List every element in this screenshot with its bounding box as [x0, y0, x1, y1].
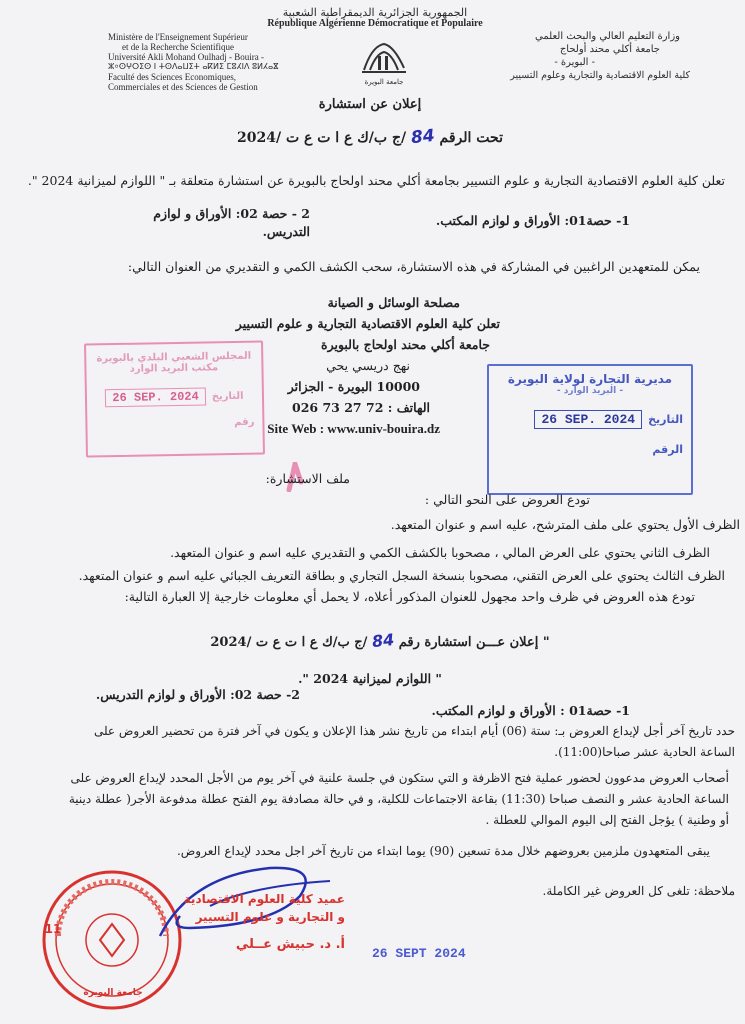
blue-stamp-date-row [489, 410, 691, 429]
dean-signature-block [165, 890, 345, 954]
lot-1-b: 1- حصة01 : الأوراق و لوازم المكتب. [431, 703, 630, 718]
file-label: ملف الاستشارة: [265, 471, 350, 486]
intro-paragraph: تعلن كلية العلوم الاقتصادية التجارية و علوم التسيير بجامعة أكلي محند اولحاج بالبويرة عن استشارة متعلقة بـ " اللوازم لميزانية 2024 ". [27, 173, 725, 188]
ministry-fr-line-1: Ministère de l'Enseignement Supérieur [108, 32, 248, 42]
city-ar: - البويرة - [554, 57, 595, 68]
ministry-fr-line-2: et de la Recherche Scientifique [122, 42, 234, 52]
logo-caption: جامعة البويرة [364, 78, 404, 86]
pink-stamp-line-2: مكتب البريد الوارد [129, 362, 219, 375]
announcement-title: إعلان عن استشارة [318, 97, 422, 112]
blue-stamp-line-1: مديرية التجارة لولاية البويرة [507, 372, 673, 386]
deadline-paragraph [20, 722, 735, 761]
ref-suffix: /ج ب/ك ع ا ت ع ت /2024 [236, 130, 407, 146]
lot-2: 2 - حصة 02: الأوراق و لوازم التدريس. [153, 206, 310, 239]
bottom-date-stamp: 26 SEPT 2024 [372, 946, 466, 961]
validity-paragraph: يبقى المتعهدون ملزمين بعروضهم خلال مدة تسعين (90) يوما ابتداء من تاريخ آخر اجل محدد لإيداع العروض. [176, 844, 710, 858]
address-line-street: نهج دريسي يحي [326, 358, 410, 373]
opening-line-2: الساعة الحادية عشر و النصف صباحا (11:30) بقاعة الاجتماعات للكلية، و في حالة مصادفة يوم الفتح عطلة مدفوعة الأجر( عطلة دينية [68, 792, 729, 806]
opening-paragraph [14, 768, 729, 831]
university-fr: Université Akli Mohand Oulhadj - Bouira - [108, 52, 264, 62]
pink-stamp-date-row [87, 386, 262, 407]
note-paragraph: ملاحظة: تلغى كل العروض غير الكاملة. [542, 884, 735, 898]
header-republic-fr: République Algérienne Démocratique et Populaire [267, 18, 483, 29]
blue-stamp-date: 26 SEP. 2024 [534, 410, 642, 429]
address-line-phone: الهاتف : 72 27 73 026 [292, 400, 430, 415]
quote-handwritten-number: 84 [370, 629, 396, 652]
pink-stamp-date: 26 SEP. 2024 [105, 387, 206, 407]
faculty-fr-line-2: Commerciales et des Sciences de Gestion [108, 82, 258, 92]
envelope-1: الظرف الأول يحتوي على ملف المترشح، عليه اسم و عنوان المتعهد. [390, 517, 740, 532]
header-ministry-ar [420, 30, 690, 82]
lot-2-b: 2- حصة 02: الأوراق و لوازم التدريس. [95, 687, 300, 702]
university-ar: جامعة أكلي محند أولحاج [559, 44, 660, 55]
address-line-faculty: تعلن كلية العلوم الاقتصادية التجارية و علوم التسيير [235, 316, 500, 331]
address-line-service: مصلحة الوسائل و الصيانة [327, 295, 460, 310]
deposit-intro: تودع العروض على النحو التالي : [424, 492, 590, 507]
quote-prefix: " إعلان عـــن استشارة رقم [398, 635, 550, 650]
deadline-line-2: الساعة الحادية عشر صباحا(11:00). [554, 745, 735, 759]
pink-stamp-line-1: المجلس الشعبي البلدي بالبويرة [96, 350, 252, 365]
ref-handwritten-number: 84 [410, 125, 436, 149]
pink-stamp-date-label: التاريخ [211, 390, 244, 402]
address-line-city: 10000 البويرة - الجزائر [287, 379, 420, 394]
ref-prefix: تحت الرقم [439, 130, 503, 146]
dean-name: أ. د. حبيش عــلي [235, 937, 345, 952]
invite-paragraph: يمكن للمتعهدين الراغبين في المشاركة في هذه الاستشارة، سحب الكشف الكمي و التقديري من العنوان التالي: [127, 259, 700, 274]
quote-subject: " اللوازم لميزانية 2024 ". [298, 671, 442, 686]
envelope-3: الظرف الثالث يحتوي على العرض التقني، مصحوبا بنسخة السجل التجاري و بطاقة التعريف الجبائي عليه اسم و عنوان المتعهد. [78, 568, 725, 583]
deadline-line-1: حدد تاريخ آخر أجل لإيداع العروض بـ: ستة (06) أيام ابتداء من تاريخ نشر هذا الإعلان و يكون في آخر فترة من تحضير العروض على [93, 724, 735, 738]
reference-line [175, 125, 565, 149]
dean-title-2: و التجارية و علوم التسيير [195, 910, 345, 924]
university-logo [358, 40, 410, 84]
blue-stamp-line-2: - البريد الوارد - [556, 386, 624, 396]
address-line-website: Site Web : www.univ-bouira.dz [267, 421, 440, 436]
tifinagh-line: ⵣ⸰ⵙⵖⵔⵉⵙ ⵏ ⵜⵙⴷⴰⵡⵉⵜ ⴰⴽⵍⵉ ⵎⵓⵃⵏⴷ ⵓⵍⵃⴰⴵ [108, 62, 279, 71]
envelope-2: الظرف الثاني يحتوي على العرض المالي ، مصحوبا بالكشف الكمي و التقديري عليه اسم و عنوان المتعهد. [170, 545, 710, 560]
blue-stamp-date-label: التاريخ [648, 413, 683, 426]
header-republic-ar: الجمهورية الجزائرية الديمقراطية الشعبية [282, 6, 468, 19]
opening-line-1: أصحاب العروض مدعوون لحضور عملية فتح الاظرفة و التي ستكون في جلسة علنية في آخر يوم من الأجل المحدد لإيداع العروض على [70, 771, 729, 785]
seal-text: جامعة البويرة [83, 988, 143, 998]
lot-1: 1- حصة01: الأوراق و لوازم المكتب. [435, 213, 630, 228]
quote-reference-line [180, 629, 580, 652]
blue-stamp [487, 364, 693, 495]
opening-line-3: أو وطنية ) يؤجل الفتح إلى اليوم الموالي للعطلة . [485, 813, 729, 827]
pink-stamp-ref-label: رقم [234, 416, 255, 428]
header-ministry-fr [108, 32, 328, 92]
ministry-ar: وزارة التعليم العالي والبحث العلمي [535, 31, 680, 42]
quote-suffix: /ج ب/ك ع ا ت ع ت /2024 [210, 635, 368, 650]
seal-number: 11 [44, 922, 62, 936]
blue-stamp-ref-label: الرقم [652, 443, 683, 456]
faculty-fr-line-1: Faculté des Sciences Economiques, [108, 72, 236, 82]
outer-envelope: تودع هذه العروض في ظرف واحد مجهول للعنوان المذكور أعلاه، لا يحمل أي معلومات خارجية إلا العبارة التالية: [124, 589, 695, 604]
dean-title-1: عميد كلية العلوم الاقتصادية [183, 892, 345, 906]
address-line-university: جامعة أكلي محند اولحاج بالبويرة [321, 337, 490, 352]
pink-stamp [84, 340, 265, 457]
faculty-ar: كلية العلوم الاقتصادية والتجارية وعلوم التسيير [510, 70, 690, 81]
